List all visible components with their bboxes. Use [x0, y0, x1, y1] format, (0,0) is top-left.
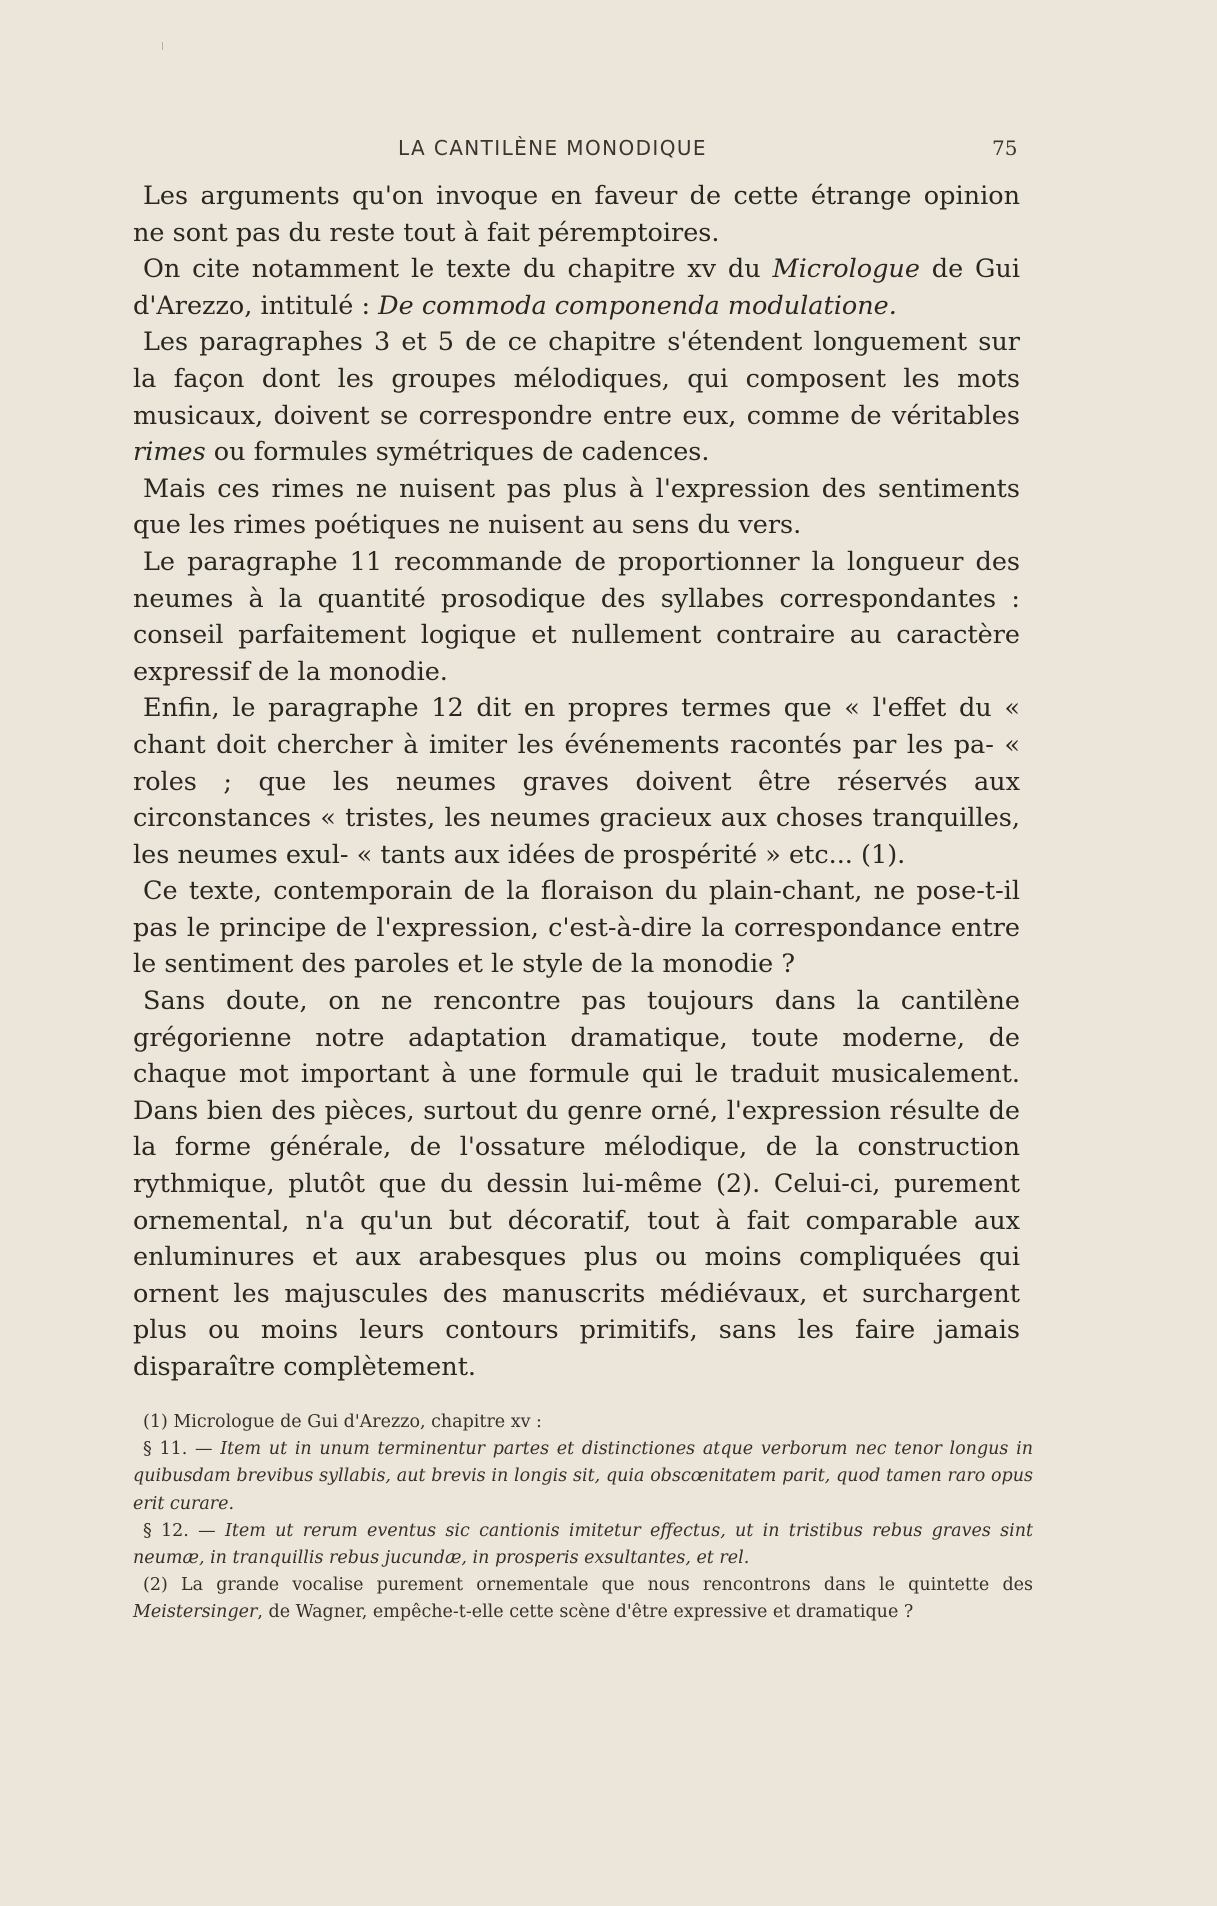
paragraph-8: Sans doute, on ne rencontre pas toujours dans la cantilène grégorienne notre adaptation dramatique, toute moderne, de chaque mot important à une formule qui le traduit musicalement. Dans bien des pièces, surtout du genre orné, l'expression résulte de la forme générale, de l'ossature mélodique, de la construction rythmique, plutôt que du dessin lui-même (2). Celui-ci, purement ornemental, n'a qu'un but décoratif, tout à fait comparable aux enluminures et aux arabesques plus ou moins compliquées qui ornent les majuscules des manuscrits médiévaux, et surchargent plus ou moins leurs contours primitifs, sans les faire jamais disparaître complètement. [133, 986, 1020, 1382]
stray-mark [162, 42, 163, 50]
section-12-number: § 12. — [143, 1520, 225, 1541]
page-number: 75 [992, 136, 1018, 160]
page-header [0, 136, 1217, 166]
paragraph-3-text-a: Les paragraphes 3 et 5 de ce chapitre s'étendent longuement sur la façon dont les groupes mélodiques, qui composent les mots musicaux, doivent se correspondre entre eux, comme de véritables [133, 327, 1020, 431]
paragraph-5: Le paragraphe 11 recommande de proportionner la longueur des neumes à la quantité prosodique des syllabes correspondantes : conseil parfaitement logique et nullement contraire au caractère expressif de la monodie. [133, 546, 1020, 687]
footnotes [133, 1409, 1033, 1627]
footnote-1-section-12 [133, 1518, 1033, 1572]
paragraph-7: Ce texte, contemporain de la floraison du plain-chant, ne pose-t-il pas le principe de l'expression, c'est-à-dire la correspondance entre le sentiment des paroles et le style de la monodie ? [133, 876, 1020, 980]
footnote-1-intro: (1) Micrologue de Gui d'Arezzo, chapitre xv : [143, 1412, 542, 1432]
chapter-title: De commoda componenda modulatione. [378, 290, 897, 321]
paragraph-2-text-b: de Gui d'Arezzo, intitulé : [133, 254, 1020, 321]
footnote-1-section-11 [133, 1436, 1033, 1518]
paragraph-2-text-a: On cite notamment le texte du chapitre xv du [143, 254, 773, 285]
paragraph-3-text-b: ou formules symétriques de cadences. [205, 437, 710, 468]
rimes-emphasis: rimes [133, 437, 206, 468]
running-title: LA CANTILÈNE MONODIQUE [398, 136, 707, 160]
paragraph-1: Les arguments qu'on invoque en faveur de cette étrange opinion ne sont pas du reste tout à fait péremptoires. [133, 181, 1020, 248]
micrologue-title: Micrologue [772, 254, 920, 285]
footnote-2 [133, 1572, 1033, 1626]
section-11-latin: Item ut in unum terminentur partes et distinctiones atque verborum nec tenor longus in quibusdam brevibus syllabis, aut brevis in longis sit, quia obscœnitatem parit, quod tamen raro opus erit curare. [133, 1439, 1033, 1514]
footnote-2-text-b: , de Wagner, empêche-t-elle cette scène d'être expressive et dramatique ? [257, 1602, 914, 1623]
section-12-latin: Item ut rerum eventus sic cantionis imitetur effectus, ut in tristibus rebus graves sint neumæ, in tranquillis rebus jucundæ, in prosperis exsultantes, et rel. [133, 1520, 1033, 1569]
body-text [133, 178, 1020, 1386]
footnote-2-text-a: (2) La grande vocalise purement ornementale que nous rencontrons dans le quintette des [143, 1575, 1033, 1596]
paragraph-2 [133, 251, 1020, 324]
paragraph-6: Enfin, le paragraphe 12 dit en propres termes que « l'effet du « chant doit chercher à imiter les événements racontés par les pa- « roles ; que les neumes graves doivent être réservés aux circonstances « tristes, les neumes gracieux aux choses tranquilles, les neumes exul- « tants aux idées de prospérité » etc... (1). [133, 693, 1020, 870]
section-11-number: § 11. — [143, 1439, 221, 1460]
meistersinger-title: Meistersinger [133, 1602, 258, 1623]
paragraph-4: Mais ces rimes ne nuisent pas plus à l'expression des sentiments que les rimes poétiques ne nuisent au sens du vers. [133, 473, 1020, 541]
paragraph-3 [133, 324, 1020, 470]
